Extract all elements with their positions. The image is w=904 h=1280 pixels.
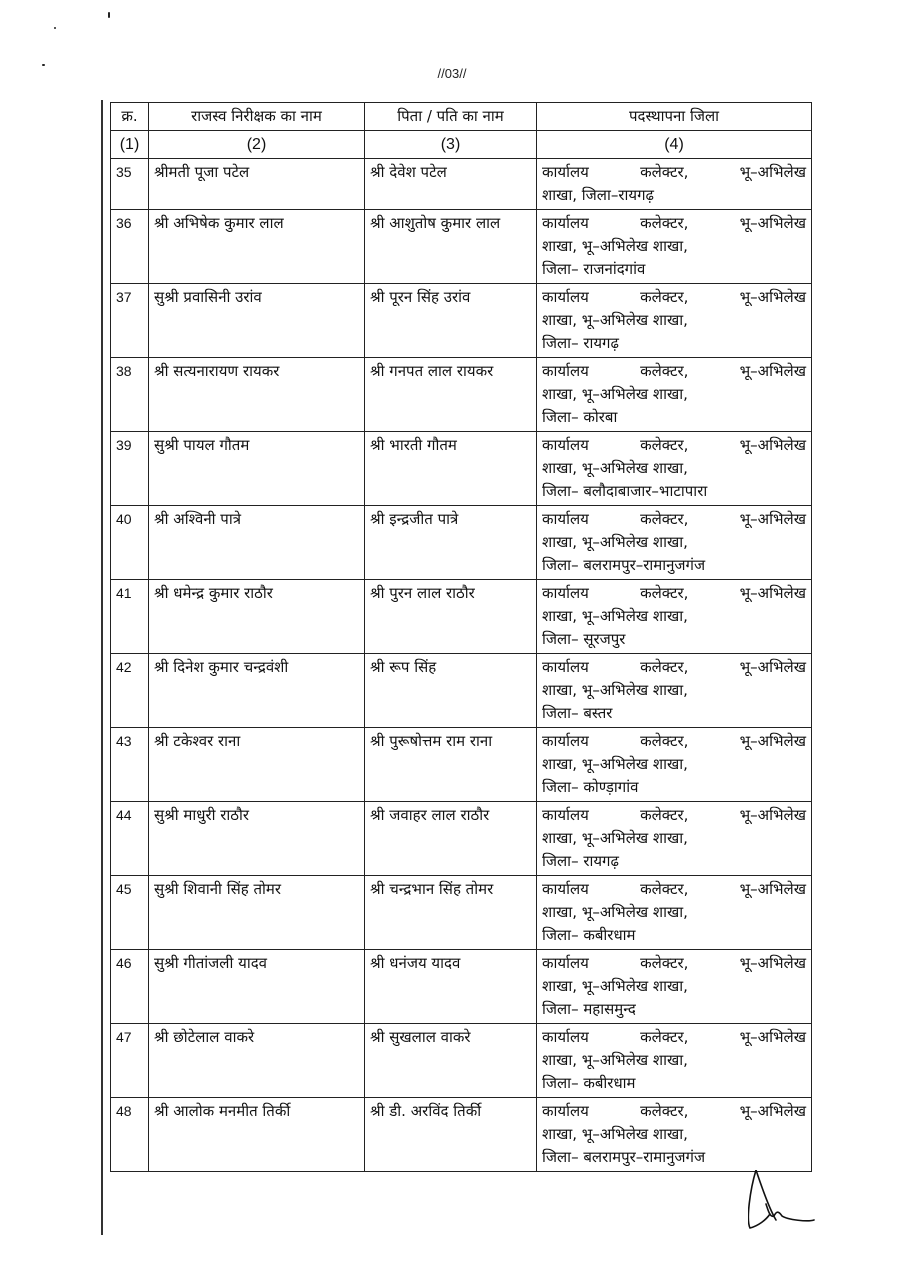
page-number: //03// <box>437 66 467 81</box>
serial-number: 36 <box>111 210 149 284</box>
posting-table <box>110 102 812 1172</box>
posting-line: शाखा, भू–अभिलेख शाखा, <box>542 237 688 255</box>
posting-line: जिला– सूरजपुर <box>542 630 626 648</box>
father-husband-name: श्री पुरन लाल राठौर <box>365 580 537 654</box>
inspector-name: श्री दिनेश कुमार चन्द्रवंशी <box>149 654 365 728</box>
table-row <box>111 876 812 950</box>
posting-line: कार्यालय कलेक्टर, भू–अभिलेख <box>542 658 806 676</box>
inspector-name: श्रीमती पूजा पटेल <box>149 159 365 210</box>
father-husband-name: श्री चन्द्रभान सिंह तोमर <box>365 876 537 950</box>
table-row <box>111 506 812 580</box>
header-serial: क्र. <box>111 103 149 131</box>
serial-number: 35 <box>111 159 149 210</box>
inspector-name: श्री अभिषेक कुमार लाल <box>149 210 365 284</box>
father-husband-name: श्री गनपत लाल रायकर <box>365 358 537 432</box>
table-row <box>111 1098 812 1172</box>
table-row <box>111 728 812 802</box>
posting-line: जिला– बस्तर <box>542 704 613 722</box>
posting-line: शाखा, भू–अभिलेख शाखा, <box>542 681 688 699</box>
posting-district <box>537 159 812 210</box>
posting-line: कार्यालय कलेक्टर, भू–अभिलेख <box>542 732 806 750</box>
posting-line: शाखा, भू–अभिलेख शाखा, <box>542 1125 688 1143</box>
column-number: (3) <box>365 131 537 159</box>
father-husband-name: श्री भारती गौतम <box>365 432 537 506</box>
posting-line: जिला– कबीरधाम <box>542 926 636 944</box>
inspector-name: श्री छोटेलाल वाकरे <box>149 1024 365 1098</box>
father-husband-name: श्री इन्द्रजीत पात्रे <box>365 506 537 580</box>
inspector-name: सुश्री पायल गौतम <box>149 432 365 506</box>
posting-line: जिला– बलरामपुर–रामानुजगंज <box>542 1148 706 1166</box>
scan-speck <box>54 27 56 29</box>
posting-line: जिला– महासमुन्द <box>542 1000 636 1018</box>
serial-number: 44 <box>111 802 149 876</box>
posting-district <box>537 654 812 728</box>
serial-number: 39 <box>111 432 149 506</box>
inspector-name: श्री टकेश्वर राना <box>149 728 365 802</box>
serial-number: 45 <box>111 876 149 950</box>
posting-line: शाखा, जिला–रायगढ़ <box>542 186 654 204</box>
table-row <box>111 1024 812 1098</box>
posting-line: जिला– कबीरधाम <box>542 1074 636 1092</box>
posting-line: शाखा, भू–अभिलेख शाखा, <box>542 533 688 551</box>
serial-number: 48 <box>111 1098 149 1172</box>
posting-line: जिला– राजनांदगांव <box>542 260 646 278</box>
posting-district <box>537 506 812 580</box>
signature <box>748 1170 828 1240</box>
posting-line: शाखा, भू–अभिलेख शाखा, <box>542 977 688 995</box>
inspector-name: श्री आलोक मनमीत तिर्की <box>149 1098 365 1172</box>
posting-line: शाखा, भू–अभिलेख शाखा, <box>542 311 688 329</box>
table-row <box>111 580 812 654</box>
posting-line: जिला– कोरबा <box>542 408 618 426</box>
serial-number: 38 <box>111 358 149 432</box>
posting-district <box>537 950 812 1024</box>
posting-line: कार्यालय कलेक्टर, भू–अभिलेख <box>542 362 806 380</box>
posting-district <box>537 1098 812 1172</box>
father-husband-name: श्री जवाहर लाल राठौर <box>365 802 537 876</box>
father-husband-name: श्री डी. अरविंद तिर्की <box>365 1098 537 1172</box>
column-number: (4) <box>537 131 812 159</box>
posting-line: कार्यालय कलेक्टर, भू–अभिलेख <box>542 584 806 602</box>
inspector-name: सुश्री प्रवासिनी उरांव <box>149 284 365 358</box>
posting-line: शाखा, भू–अभिलेख शाखा, <box>542 829 688 847</box>
column-number-row <box>111 131 812 159</box>
posting-line: शाखा, भू–अभिलेख शाखा, <box>542 1051 688 1069</box>
posting-line: जिला– रायगढ़ <box>542 852 619 870</box>
posting-district <box>537 580 812 654</box>
table-row <box>111 654 812 728</box>
table-body <box>111 159 812 1172</box>
posting-line: जिला– कोण्ड़ागांव <box>542 778 639 796</box>
header-posting-district: पदस्थापना जिला <box>537 103 812 131</box>
father-husband-name: श्री आशुतोष कुमार लाल <box>365 210 537 284</box>
posting-line: कार्यालय कलेक्टर, भू–अभिलेख <box>542 1102 806 1120</box>
table-row <box>111 950 812 1024</box>
posting-line: जिला– बलौदाबाजार–भाटापारा <box>542 482 708 500</box>
father-husband-name: श्री सुखलाल वाकरे <box>365 1024 537 1098</box>
posting-line: जिला– बलरामपुर–रामानुजगंज <box>542 556 706 574</box>
header-father-husband-name: पिता / पति का नाम <box>365 103 537 131</box>
serial-number: 42 <box>111 654 149 728</box>
inspector-name: श्री अश्विनी पात्रे <box>149 506 365 580</box>
posting-line: कार्यालय कलेक्टर, भू–अभिलेख <box>542 880 806 898</box>
table-row <box>111 284 812 358</box>
father-husband-name: श्री पूरन सिंह उरांव <box>365 284 537 358</box>
posting-line: कार्यालय कलेक्टर, भू–अभिलेख <box>542 163 806 181</box>
posting-line: कार्यालय कलेक्टर, भू–अभिलेख <box>542 288 806 306</box>
posting-district <box>537 432 812 506</box>
posting-district <box>537 728 812 802</box>
posting-line: शाखा, भू–अभिलेख शाखा, <box>542 903 688 921</box>
serial-number: 47 <box>111 1024 149 1098</box>
table-row <box>111 210 812 284</box>
posting-district <box>537 802 812 876</box>
posting-line: कार्यालय कलेक्टर, भू–अभिलेख <box>542 954 806 972</box>
posting-line: शाखा, भू–अभिलेख शाखा, <box>542 607 688 625</box>
serial-number: 43 <box>111 728 149 802</box>
posting-district <box>537 1024 812 1098</box>
scan-margin-line <box>101 100 103 1235</box>
header-row <box>111 103 812 131</box>
posting-line: शाखा, भू–अभिलेख शाखा, <box>542 459 688 477</box>
posting-line: कार्यालय कलेक्टर, भू–अभिलेख <box>542 1028 806 1046</box>
posting-line: शाखा, भू–अभिलेख शाखा, <box>542 385 688 403</box>
serial-number: 41 <box>111 580 149 654</box>
scan-speck <box>108 12 110 18</box>
header-inspector-name: राजस्व निरीक्षक का नाम <box>149 103 365 131</box>
posting-district <box>537 358 812 432</box>
column-number: (1) <box>111 131 149 159</box>
posting-district <box>537 210 812 284</box>
father-husband-name: श्री देवेश पटेल <box>365 159 537 210</box>
father-husband-name: श्री पुरूषोत्तम राम राना <box>365 728 537 802</box>
table-row <box>111 432 812 506</box>
posting-line: शाखा, भू–अभिलेख शाखा, <box>542 755 688 773</box>
posting-line: कार्यालय कलेक्टर, भू–अभिलेख <box>542 806 806 824</box>
posting-line: जिला– रायगढ़ <box>542 334 619 352</box>
posting-line: कार्यालय कलेक्टर, भू–अभिलेख <box>542 510 806 528</box>
father-husband-name: श्री रूप सिंह <box>365 654 537 728</box>
serial-number: 40 <box>111 506 149 580</box>
inspector-name: श्री सत्यनारायण रायकर <box>149 358 365 432</box>
inspector-name: श्री धमेन्द्र कुमार राठौर <box>149 580 365 654</box>
posting-line: कार्यालय कलेक्टर, भू–अभिलेख <box>542 214 806 232</box>
serial-number: 37 <box>111 284 149 358</box>
posting-district <box>537 876 812 950</box>
posting-district <box>537 284 812 358</box>
column-number: (2) <box>149 131 365 159</box>
serial-number: 46 <box>111 950 149 1024</box>
table-row <box>111 358 812 432</box>
table-row <box>111 159 812 210</box>
posting-line: कार्यालय कलेक्टर, भू–अभिलेख <box>542 436 806 454</box>
inspector-name: सुश्री माधुरी राठौर <box>149 802 365 876</box>
table-row <box>111 802 812 876</box>
inspector-name: सुश्री शिवानी सिंह तोमर <box>149 876 365 950</box>
father-husband-name: श्री धनंजय यादव <box>365 950 537 1024</box>
inspector-name: सुश्री गीतांजली यादव <box>149 950 365 1024</box>
